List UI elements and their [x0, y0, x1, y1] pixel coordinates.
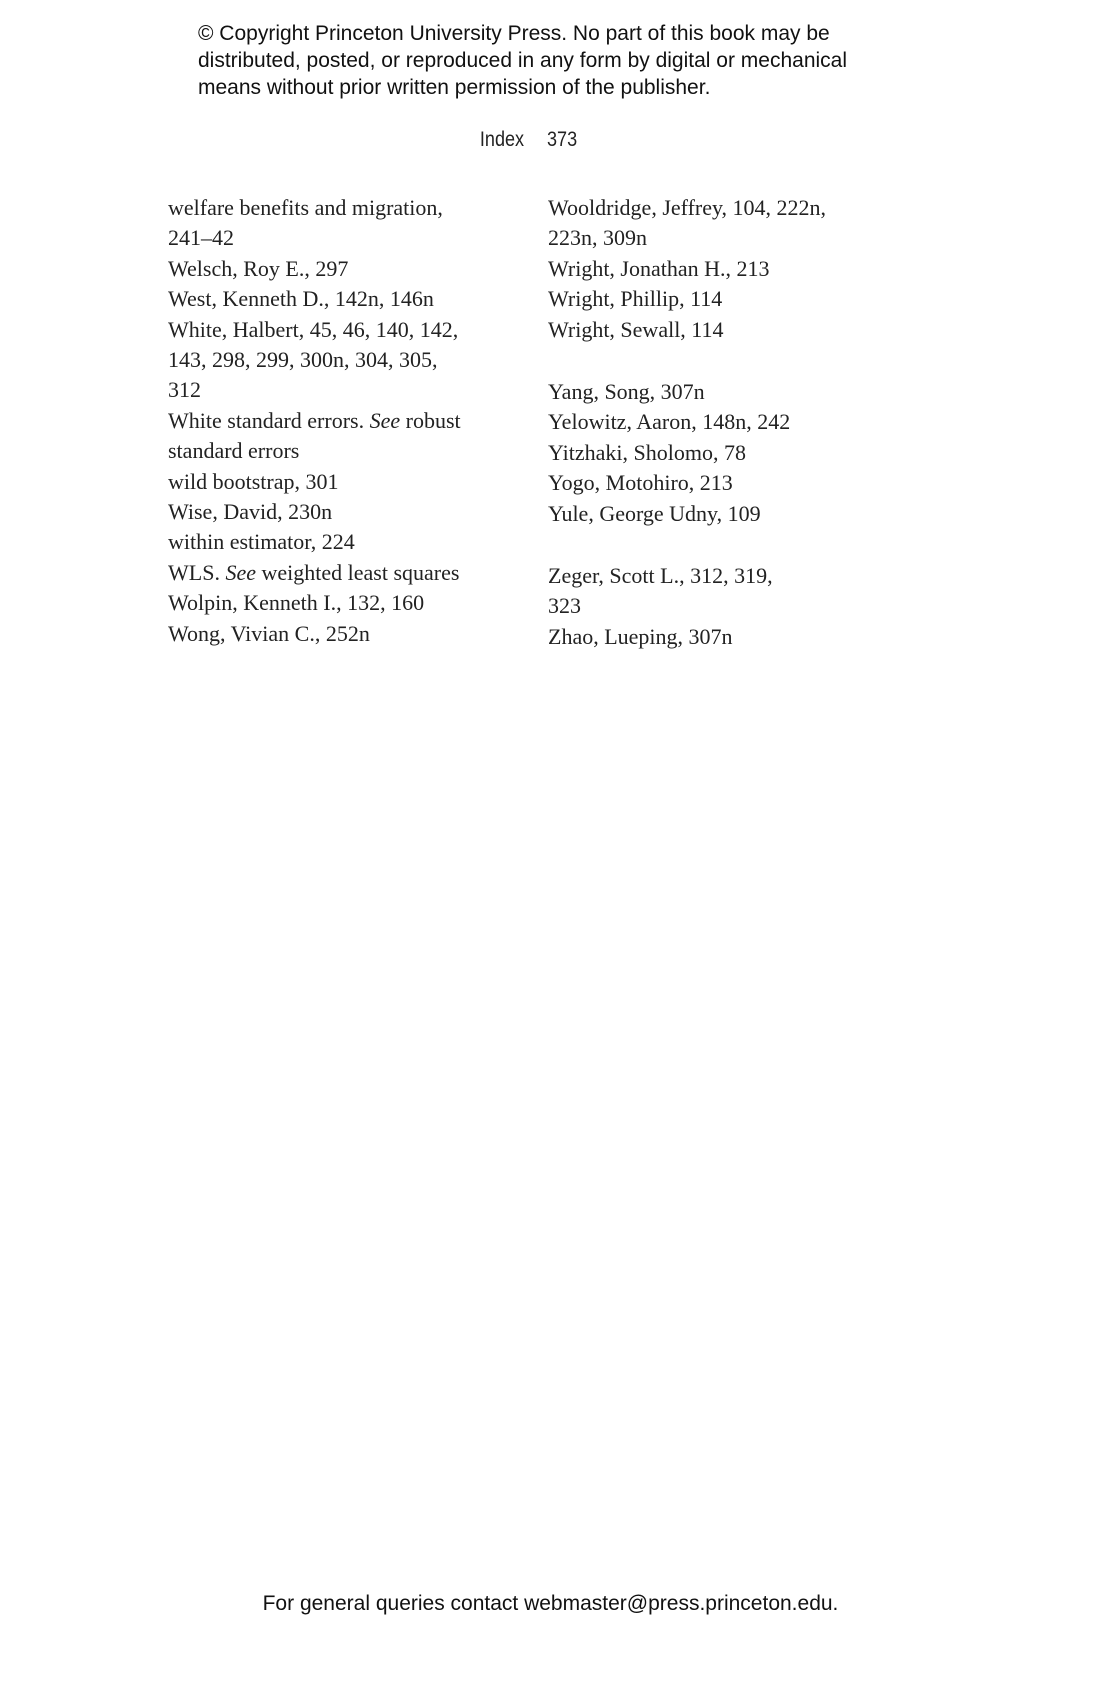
entry-text: weighted least squares: [255, 559, 460, 585]
index-column-left: [168, 193, 528, 649]
entry-text: White standard errors.: [168, 407, 370, 433]
entry-line: 312: [168, 377, 201, 403]
entry-line: 323: [548, 593, 581, 619]
index-entry: [168, 558, 528, 588]
entry-line: West, Kenneth D., 142n, 146n: [168, 286, 434, 312]
index-entry: [168, 406, 528, 467]
running-head-label: Index: [479, 128, 525, 151]
index-entry: [168, 467, 528, 497]
index-entry: [168, 315, 528, 406]
index-column-right: [548, 193, 908, 652]
entry-line: Wise, David, 230n: [168, 499, 333, 525]
index-entry: [548, 468, 908, 498]
entry-text: robust: [400, 407, 461, 433]
index-entry: [548, 407, 908, 437]
index-entry: [168, 193, 528, 254]
see-reference: See: [369, 407, 401, 433]
entry-line: welfare benefits and migration,: [168, 195, 443, 220]
entry-line: wild bootstrap, 301: [168, 468, 339, 494]
entry-line: Wright, Jonathan H., 213: [548, 255, 770, 281]
copyright-line: distributed, posted, or reproduced in any form by digital or mechanical: [198, 49, 848, 72]
letter-group-gap: [548, 529, 908, 561]
entry-text: WLS.: [168, 559, 226, 585]
index-entry: [548, 438, 908, 468]
copyright-notice: [198, 20, 918, 101]
page-number: 373: [546, 128, 578, 151]
footer-contact: For general queries contact webmaster@press.princeton.edu.: [262, 1592, 839, 1615]
index-entry: [548, 499, 908, 529]
entry-line: 241–42: [168, 225, 234, 251]
index-entry: [548, 377, 908, 407]
entry-line: Wong, Vivian C., 252n: [168, 620, 370, 646]
entry-line: Yitzhaki, Sholomo, 78: [548, 439, 746, 465]
entry-line: Yule, George Udny, 109: [548, 500, 761, 526]
entry-line: [168, 406, 528, 436]
entry-line: 143, 298, 299, 300n, 304, 305,: [168, 347, 438, 373]
entry-line: Zhao, Lueping, 307n: [548, 623, 733, 649]
index-entry: [168, 619, 528, 649]
letter-group-gap: [548, 345, 908, 377]
index-entry: [168, 527, 528, 557]
entry-line: 223n, 309n: [548, 225, 647, 251]
entry-line: Yelowitz, Aaron, 148n, 242: [548, 409, 791, 435]
index-entry: [548, 315, 908, 345]
index-entry: [168, 497, 528, 527]
entry-line: Wright, Sewall, 114: [548, 316, 724, 342]
entry-line: Yang, Song, 307n: [548, 379, 705, 405]
entry-line: Wolpin, Kenneth I., 132, 160: [168, 590, 425, 616]
entry-line: Wright, Phillip, 114: [548, 286, 723, 312]
index-entry: [548, 193, 908, 254]
entry-line: White, Halbert, 45, 46, 140, 142,: [168, 316, 459, 342]
copyright-line: © Copyright Princeton University Press. No part of this book may be: [198, 22, 830, 45]
index-entry: [548, 284, 908, 314]
entry-line: Yogo, Motohiro, 213: [548, 470, 733, 496]
entry-line: standard errors: [168, 438, 300, 464]
index-entry: [168, 284, 528, 314]
entry-line: within estimator, 224: [168, 529, 355, 555]
entry-line: [168, 558, 528, 588]
entry-line: Welsch, Roy E., 297: [168, 255, 349, 281]
index-entry: [548, 622, 908, 652]
index-entry: [548, 561, 908, 622]
index-entry: [548, 254, 908, 284]
index-entry: [168, 254, 528, 284]
index-entry: [168, 588, 528, 618]
copyright-line: means without prior written permission of the publisher.: [198, 76, 711, 99]
entry-line: Wooldridge, Jeffrey, 104, 222n,: [548, 195, 827, 220]
see-reference: See: [225, 559, 256, 585]
entry-line: Zeger, Scott L., 312, 319,: [548, 563, 773, 589]
